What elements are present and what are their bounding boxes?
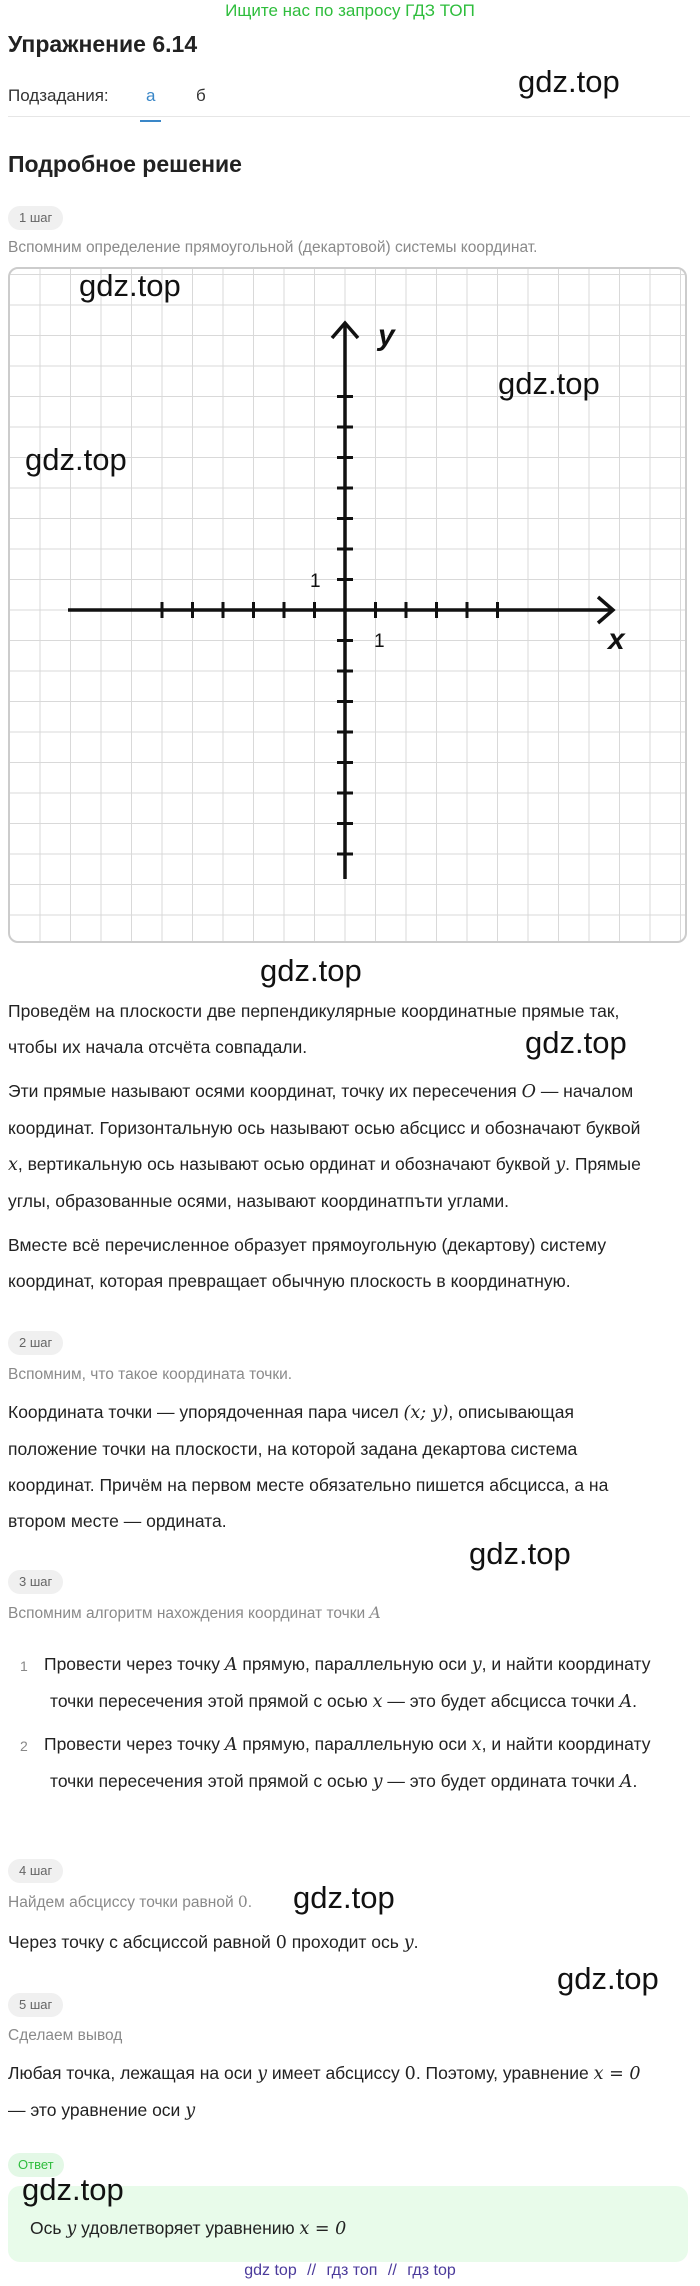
top-banner: Ищите нас по запросу ГДЗ ТОП xyxy=(225,1,475,20)
step-hint-5: Сделаем вывод xyxy=(8,2027,123,2044)
watermark: gdz.top xyxy=(498,366,600,401)
list-item: 2 Провести через точку A прямую, параллельную оси x, и найти координату точки пересечения этой прямой с осью y — это будет ордината точки A. xyxy=(20,1726,690,1800)
answer-badge: Ответ xyxy=(8,2153,64,2177)
watermark: gdz.top xyxy=(22,2172,124,2207)
text-line: Через точку с абсциссой равной 0 проходит ось y. xyxy=(8,1932,419,1953)
watermark: gdz.top xyxy=(260,953,362,988)
text-line: — это уравнение оси y xyxy=(8,2100,196,2121)
step2-paragraph xyxy=(8,1394,688,1539)
watermark: gdz.top xyxy=(518,64,620,99)
section-title: Подробное решение xyxy=(8,151,242,177)
text-line: координат. Горизонтальную ось называют осью абсцисс и обозначают буквой xyxy=(8,1118,641,1138)
tab-subtask-a[interactable]: а xyxy=(140,84,161,122)
watermark: gdz.top xyxy=(79,268,181,303)
step4-paragraph xyxy=(8,1924,688,1961)
step-hint-4: Найдем абсциссу точки равной 0. xyxy=(8,1893,253,1911)
text-line: втором месте — ордината. xyxy=(8,1511,227,1531)
watermark: gdz.top xyxy=(525,1025,627,1060)
watermark: gdz.top xyxy=(25,442,127,477)
text-line: чтобы их начала отсчёта совпадали. xyxy=(8,1037,308,1057)
answer-text: Ось y удовлетворяет уравнению x = 0 xyxy=(30,2218,347,2239)
header-divider xyxy=(8,116,690,117)
step5-paragraph xyxy=(8,2055,688,2129)
footer-link[interactable]: gdz top xyxy=(244,2262,297,2279)
text-line: Любая точка, лежащая на оси y имеет абсциссу 0. Поэтому, уравнение x = 0 xyxy=(8,2063,641,2084)
page-title: Упражнение 6.14 xyxy=(8,31,198,57)
watermark: gdz.top xyxy=(293,1880,395,1915)
step-badge-2: 2 шаг xyxy=(8,1331,63,1355)
x-axis-label: x xyxy=(608,623,625,656)
step-hint-3: Вспомним алгоритм нахождения координат точки A xyxy=(8,1604,381,1622)
text-line: координат. Причём на первом месте обязательно пишется абсцисса, а на xyxy=(8,1475,609,1495)
text-line: x, вертикальную ось называют осью ординат и обозначают буквой y. Прямые xyxy=(8,1154,641,1175)
footer-separator: // xyxy=(307,2262,317,2279)
step-badge-5: 5 шаг xyxy=(8,1993,63,2017)
x-unit-label: 1 xyxy=(374,631,385,652)
subtasks-label: Подзадания: xyxy=(8,86,109,105)
step-badge-4: 4 шаг xyxy=(8,1859,63,1883)
footer-links xyxy=(0,2262,700,2280)
y-unit-label: 1 xyxy=(310,571,321,592)
step-badge-3: 3 шаг xyxy=(8,1570,63,1594)
footer-link[interactable]: гдз топ xyxy=(326,2262,378,2279)
text-line: положение точки на плоскости, на которой задана декартова система xyxy=(8,1439,578,1459)
step1-paragraph-2 xyxy=(8,1073,688,1219)
text-line: Проведём на плоскости две перпендикулярные координатные прямые так, xyxy=(8,1001,620,1021)
axes xyxy=(68,323,613,879)
list-number: 2 xyxy=(20,1738,28,1754)
text-line: Эти прямые называют осями координат, точку их пересечения O — началом xyxy=(8,1081,634,1102)
watermark: gdz.top xyxy=(469,1536,571,1571)
text-line: координат, которая превращает обычную плоскость в координатную. xyxy=(8,1271,571,1291)
list-number: 1 xyxy=(20,1658,28,1674)
watermark: gdz.top xyxy=(557,1961,659,1996)
tab-subtask-b[interactable]: б xyxy=(196,86,206,105)
step-hint-2: Вспомним, что такое координата точки. xyxy=(8,1366,293,1383)
step-badge-1: 1 шаг xyxy=(8,206,63,230)
text-line: Координата точки — упорядоченная пара чисел (x; y), описывающая xyxy=(8,1402,575,1423)
step-hint-1: Вспомним определение прямоугольной (декартовой) системы координат. xyxy=(8,239,538,256)
footer-link[interactable]: гдз top xyxy=(407,2262,456,2279)
text-line: Вместе всё перечисленное образует прямоугольную (декартову) систему xyxy=(8,1235,607,1255)
step1-paragraph-3 xyxy=(8,1227,688,1299)
y-axis-label: y xyxy=(378,319,395,352)
list-item: 1 Провести через точку A прямую, параллельную оси y, и найти координату точки пересечения этой прямой с осью x — это будет абсцисса точки A. xyxy=(20,1646,690,1720)
footer-separator: // xyxy=(387,2262,397,2279)
text-line: углы, образованные осями, называют координатпъти углами. xyxy=(8,1191,510,1211)
